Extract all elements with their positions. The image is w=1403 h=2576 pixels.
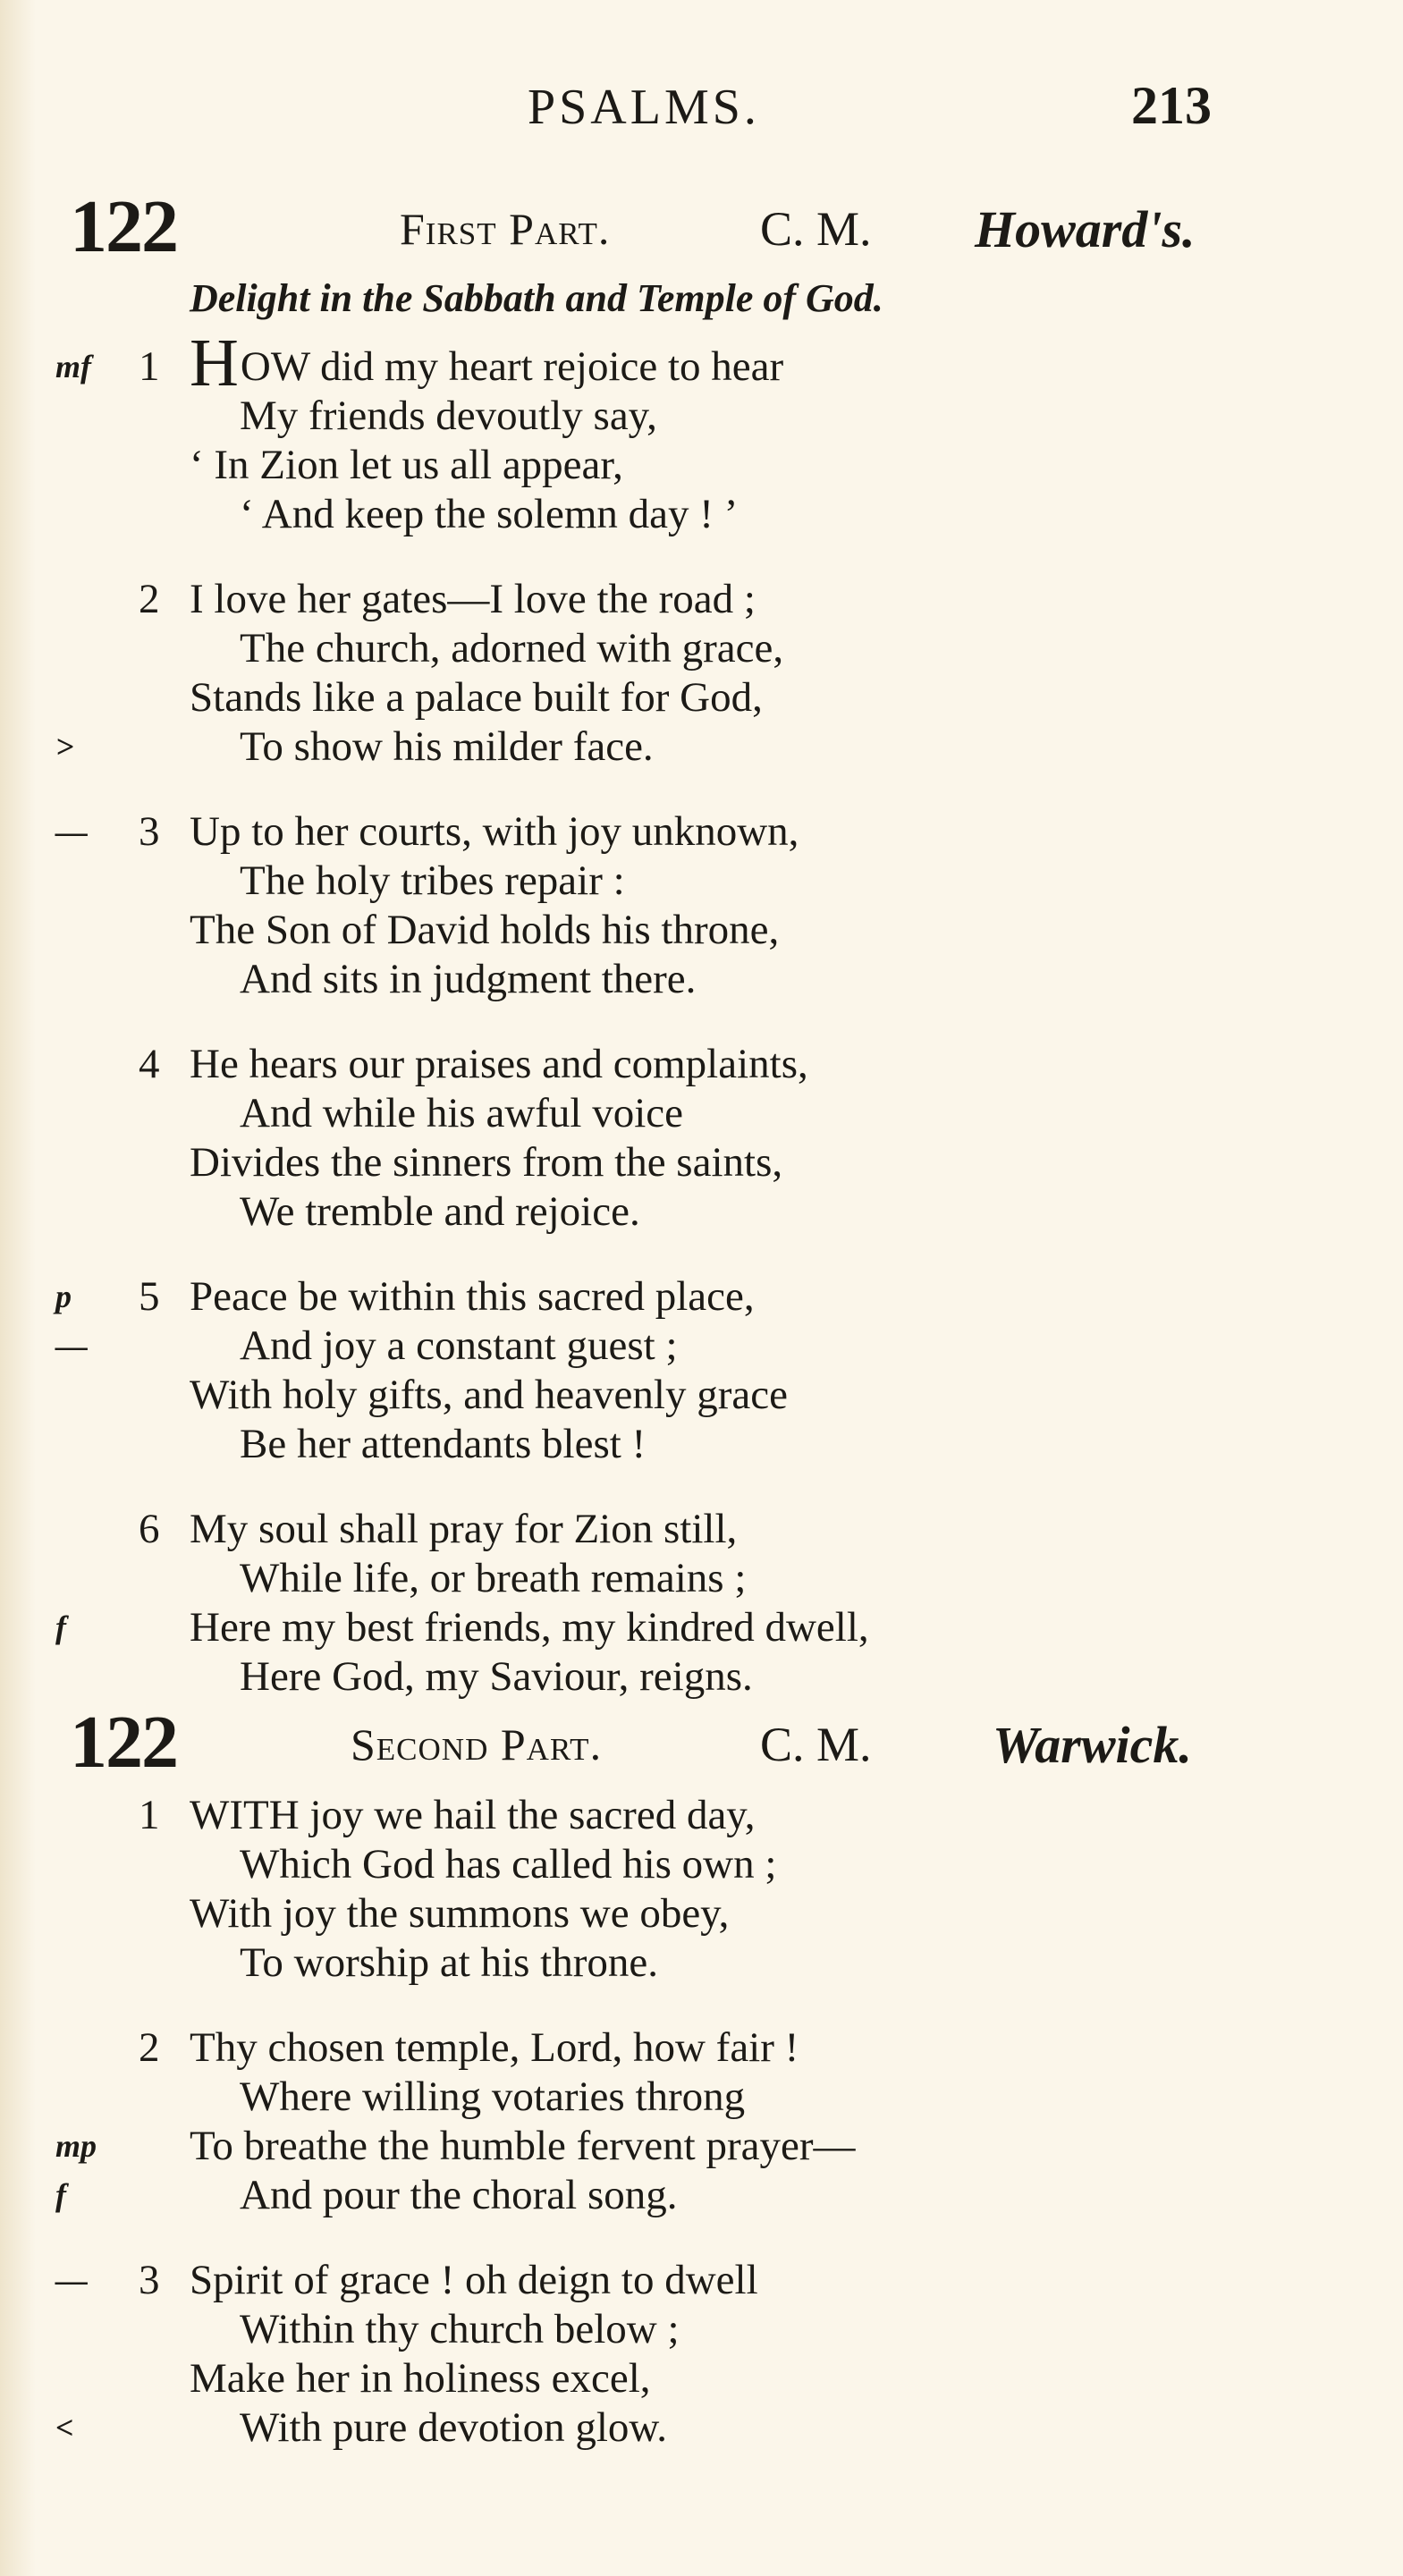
- verse-line-text: I love her gates—I love the road ;: [190, 576, 756, 622]
- verse-line-text: With joy the summons we obey,: [190, 1890, 730, 1937]
- verse-text: [240, 1840, 776, 1889]
- verse-text: [190, 1791, 756, 1840]
- verse-text: [240, 1089, 683, 1138]
- verse-line: [0, 2023, 1403, 2073]
- verse-text: [190, 441, 623, 490]
- verse-line-text: WITH joy we hail the sacred day,: [190, 1792, 756, 1838]
- verse-text: [190, 673, 763, 722]
- verse-text: [190, 2256, 758, 2305]
- stanza-number: 3: [139, 2257, 160, 2303]
- dynamic-marking: f: [55, 2177, 66, 2213]
- verse-text: [240, 1652, 753, 1702]
- hymn-heading-first-part: [0, 183, 1403, 268]
- verse-line: [0, 1889, 1403, 1938]
- verse-text: [240, 490, 738, 539]
- verse-line: [0, 1371, 1403, 1420]
- stanza: [0, 1040, 1403, 1237]
- verse-text: [190, 1272, 755, 1322]
- page-number: 213: [1131, 76, 1212, 135]
- meter: C. M.: [760, 202, 872, 256]
- verse-text: [190, 2122, 855, 2171]
- verse-line-text: To breathe the humble fervent prayer—: [190, 2123, 856, 2169]
- tune-name: Howard's.: [975, 200, 1196, 258]
- verse-line-text: To show his milder face.: [240, 723, 654, 770]
- verse-line: [0, 1652, 1403, 1702]
- dynamic-marking: f: [55, 1609, 66, 1645]
- verse-line: [0, 490, 1403, 539]
- verse-line: [0, 1322, 1403, 1371]
- part-label: First Part.: [400, 204, 611, 254]
- stanza: [0, 807, 1403, 1004]
- verse-text: [190, 1040, 808, 1089]
- dynamic-marking: mp: [55, 2128, 97, 2164]
- verse-text: [240, 722, 654, 772]
- verse-text: [190, 2023, 799, 2073]
- verse-line: [0, 1505, 1403, 1554]
- verse-line-text: ‘ And keep the solemn day ! ’: [240, 491, 739, 537]
- stanza: [0, 1272, 1403, 1469]
- verse-text: [190, 906, 779, 955]
- verse-text: [190, 2354, 651, 2403]
- verse-line-text: And while his awful voice: [240, 1090, 684, 1136]
- running-head: [0, 70, 1403, 141]
- verse-text: [240, 1938, 658, 1988]
- verse-line-text: With pure devotion glow.: [240, 2404, 668, 2451]
- stanza-number: 6: [139, 1506, 160, 1552]
- hymn-body-first-part: [0, 325, 1403, 1737]
- verse-line: [0, 1603, 1403, 1652]
- verse-line: [0, 1089, 1403, 1138]
- verse-line-text: My soul shall pray for Zion still,: [190, 1506, 738, 1552]
- hymn-body-second-part: [0, 1791, 1403, 2488]
- running-title: PSALMS.: [528, 80, 760, 135]
- stanza: [0, 575, 1403, 772]
- verse-text: [190, 1505, 737, 1554]
- verse-line: [0, 2354, 1403, 2403]
- verse-line-text: The holy tribes repair :: [240, 857, 625, 904]
- verse-line: [0, 2171, 1403, 2220]
- verse-line-text: And joy a constant guest ;: [240, 1322, 678, 1369]
- verse-line: [0, 1187, 1403, 1237]
- verse-text: [240, 1322, 678, 1371]
- stanza-number: 3: [139, 808, 160, 855]
- verse-line: [0, 1938, 1403, 1988]
- verse-line: [0, 2073, 1403, 2122]
- verse-text: [240, 2073, 745, 2122]
- verse-line: [0, 1138, 1403, 1187]
- dynamic-marking: mf: [55, 349, 91, 384]
- stanza: [0, 325, 1403, 539]
- hymn-subtitle: Delight in the Sabbath and Temple of God.: [190, 276, 883, 320]
- verse-line-text: Stands like a palace built for God,: [190, 674, 763, 721]
- verse-line-text: We tremble and rejoice.: [240, 1188, 640, 1235]
- verse-line: [0, 441, 1403, 490]
- stanza: [0, 2023, 1403, 2220]
- verse-line: [0, 1272, 1403, 1322]
- verse-text: [240, 2305, 680, 2354]
- verse-text: [190, 575, 756, 624]
- stanza-number: 2: [139, 2024, 160, 2071]
- verse-text: [240, 1420, 646, 1469]
- verse-text: [240, 2403, 667, 2453]
- verse-text: [240, 1554, 746, 1603]
- verse-line-text: While life, or breath remains ;: [240, 1555, 747, 1601]
- verse-text: [240, 624, 783, 673]
- verse-line: [0, 2305, 1403, 2354]
- verse-line-text: He hears our praises and complaints,: [190, 1041, 808, 1087]
- stanza: [0, 1505, 1403, 1702]
- hymn-number: 122: [70, 1701, 177, 1784]
- verse-line-text: Spirit of grace ! oh deign to dwell: [190, 2257, 758, 2303]
- verse-line-text: The church, adorned with grace,: [240, 625, 784, 671]
- tune-name: Warwick.: [993, 1716, 1192, 1774]
- verse-text: [240, 857, 625, 906]
- verse-line-text: Peace be within this sacred place,: [190, 1273, 755, 1320]
- dynamic-marking: p: [55, 1279, 72, 1314]
- verse-line-text: The Son of David holds his throne,: [190, 907, 780, 953]
- verse-text: [240, 1187, 640, 1237]
- verse-line: [0, 955, 1403, 1004]
- verse-text: [190, 807, 799, 857]
- verse-line-text: My friends devoutly say,: [240, 393, 657, 439]
- verse-line-text: And sits in judgment there.: [240, 956, 697, 1002]
- verse-text: [190, 1138, 782, 1187]
- verse-line: [0, 1840, 1403, 1889]
- hymn-number: 122: [70, 185, 177, 268]
- verse-line: [0, 392, 1403, 441]
- verse-text: [190, 1371, 788, 1420]
- verse-line: [0, 857, 1403, 906]
- dynamic-marking: —: [55, 1328, 88, 1364]
- verse-line-text: With holy gifts, and heavenly grace: [190, 1372, 788, 1418]
- verse-line: [0, 1554, 1403, 1603]
- stanza-number: 5: [139, 1273, 160, 1320]
- verse-line-text: Which God has called his own ;: [240, 1841, 777, 1888]
- verse-text: [190, 325, 784, 401]
- verse-line: [0, 325, 1403, 401]
- verse-line-text: ‘ In Zion let us all appear,: [190, 442, 623, 488]
- dynamic-marking: —: [55, 2262, 88, 2298]
- verse-text: [190, 1603, 869, 1652]
- verse-line-text: Thy chosen temple, Lord, how fair !: [190, 2024, 799, 2071]
- stanza-number: 1: [139, 1792, 160, 1838]
- dynamic-marking: <: [55, 2410, 74, 2445]
- stanza: [0, 1791, 1403, 1988]
- verse-text: [240, 392, 657, 441]
- hymn-heading-second-part: [0, 1699, 1403, 1784]
- verse-line: [0, 807, 1403, 857]
- verse-line: [0, 673, 1403, 722]
- verse-line: [0, 1420, 1403, 1469]
- verse-line: [0, 575, 1403, 624]
- stanza-number: 1: [139, 343, 160, 390]
- verse-line-text: Here my best friends, my kindred dwell,: [190, 1604, 869, 1651]
- verse-text: [190, 1889, 729, 1938]
- verse-line-text: And pour the choral song.: [240, 2172, 678, 2218]
- drop-cap: H: [190, 325, 241, 401]
- verse-line: [0, 906, 1403, 955]
- verse-line: [0, 2403, 1403, 2453]
- verse-line-text: Up to her courts, with joy unknown,: [190, 808, 799, 855]
- verse-line-text: Where willing votaries throng: [240, 2073, 746, 2120]
- verse-line: [0, 722, 1403, 772]
- dynamic-marking: >: [55, 729, 74, 764]
- verse-line-text: Make her in holiness excel,: [190, 2355, 651, 2402]
- part-label: Second Part.: [351, 1719, 603, 1769]
- verse-line-text: Be her attendants blest !: [240, 1421, 647, 1467]
- stanza-number: 2: [139, 576, 160, 622]
- meter: C. M.: [760, 1718, 872, 1771]
- verse-text: [240, 955, 696, 1004]
- dynamic-marking: —: [55, 814, 88, 849]
- verse-line-text: Within thy church below ;: [240, 2306, 680, 2352]
- verse-line: [0, 1040, 1403, 1089]
- verse-text: [240, 2171, 677, 2220]
- verse-line-text: To worship at his throne.: [240, 1939, 658, 1986]
- verse-line-text: Divides the sinners from the saints,: [190, 1139, 783, 1186]
- verse-line: [0, 1791, 1403, 1840]
- verse-line: [0, 624, 1403, 673]
- stanza-number: 4: [139, 1041, 160, 1087]
- verse-line-text: OW did my heart rejoice to hear: [240, 343, 784, 390]
- verse-line: [0, 2256, 1403, 2305]
- verse-line-text: Here God, my Saviour, reigns.: [240, 1653, 753, 1700]
- verse-line: [0, 2122, 1403, 2171]
- stanza: [0, 2256, 1403, 2453]
